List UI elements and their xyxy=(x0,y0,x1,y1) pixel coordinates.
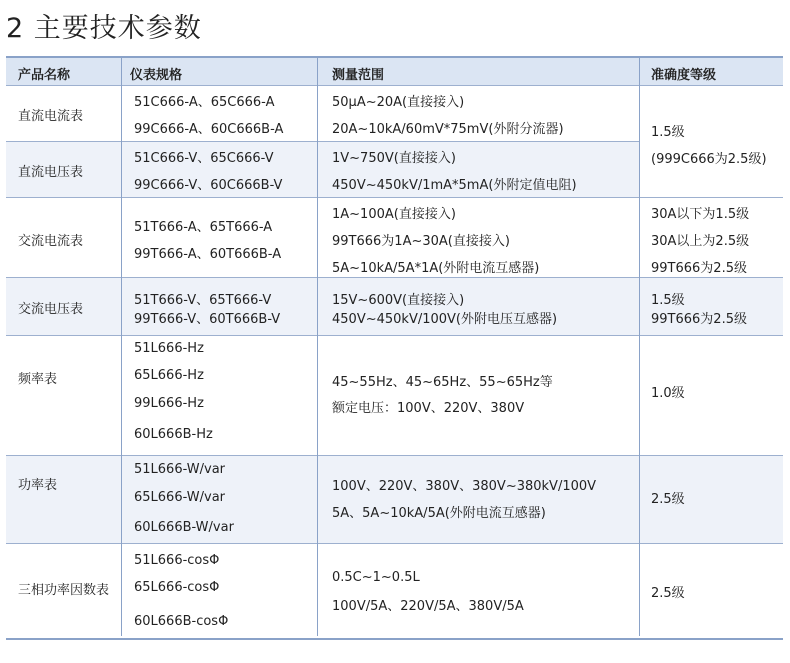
row-divider xyxy=(6,197,783,198)
range-cell: 0.5C~1~0.5L xyxy=(332,570,420,585)
grade-cell: 99T666为2.5级 xyxy=(651,261,747,276)
row-name: 直流电压表 xyxy=(18,165,84,180)
row-name: 交流电流表 xyxy=(18,234,84,249)
range-cell: 5A~10kA/5A*1A(外附电流互感器) xyxy=(332,261,540,276)
grade-cell: 2.5级 xyxy=(651,586,685,601)
grade-cell: 30A以下为1.5级 xyxy=(651,207,750,222)
grade-cell: 1.0级 xyxy=(651,386,685,401)
range-cell: 额定电压：100V、220V、380V xyxy=(332,401,525,416)
grade-cell: 1.5级 xyxy=(651,293,685,308)
spec-cell: 60L666B-Hz xyxy=(134,427,213,442)
row-name: 三相功率因数表 xyxy=(18,583,110,598)
row-divider xyxy=(6,85,783,86)
range-cell: 100V/5A、220V/5A、380V/5A xyxy=(332,599,524,614)
row-divider xyxy=(6,543,783,544)
spec-cell: 60L666B-W/var xyxy=(134,520,234,535)
section-heading: 2 主要技术参数 xyxy=(6,13,202,44)
spec-cell: 65L666-W/var xyxy=(134,490,225,505)
spec-cell: 60L666B-cosΦ xyxy=(134,614,229,629)
column-divider xyxy=(317,58,318,636)
spec-cell: 65L666-cosΦ xyxy=(134,580,220,595)
row-name: 交流电压表 xyxy=(18,302,84,317)
spec-cell: 51T666-V、65T666-V xyxy=(134,293,272,308)
spec-cell: 65L666-Hz xyxy=(134,368,204,383)
row-divider xyxy=(6,335,783,336)
grade-cell: 30A以上为2.5级 xyxy=(651,234,750,249)
spec-cell: 99C666-V、60C666B-V xyxy=(134,178,283,193)
range-cell: 15V~600V(直接接入) xyxy=(332,293,465,308)
header-spec: 仪表规格 xyxy=(130,68,183,83)
range-cell: 50μA~20A(直接接入) xyxy=(332,95,465,110)
spec-table xyxy=(6,56,783,640)
header-range: 测量范围 xyxy=(332,68,385,83)
spec-cell: 51L666-W/var xyxy=(134,462,225,477)
spec-cell: 51C666-V、65C666-V xyxy=(134,151,274,166)
table-header xyxy=(6,58,783,85)
range-cell: 20A~10kA/60mV*75mV(外附分流器) xyxy=(332,122,564,137)
range-cell: 450V~450kV/100V(外附电压互感器) xyxy=(332,312,558,327)
spec-cell: 51L666-Hz xyxy=(134,341,204,356)
range-cell: 1A~100A(直接接入) xyxy=(332,207,456,222)
range-cell: 5A、5A~10kA/5A(外附电流互感器) xyxy=(332,506,546,521)
spec-cell: 99C666-A、60C666B-A xyxy=(134,122,284,137)
spec-cell: 99T666-V、60T666B-V xyxy=(134,312,281,327)
row-name: 功率表 xyxy=(18,478,58,493)
spec-cell: 51T666-A、65T666-A xyxy=(134,220,273,235)
spec-cell: 51C666-A、65C666-A xyxy=(134,95,275,110)
row-divider xyxy=(6,455,783,456)
spec-cell: 99T666-A、60T666B-A xyxy=(134,247,282,262)
range-cell: 45~55Hz、45~65Hz、55~65Hz等 xyxy=(332,375,553,390)
row-divider xyxy=(6,277,783,278)
grade-cell: 1.5级 xyxy=(651,125,685,140)
column-divider xyxy=(121,58,122,636)
range-cell: 1V~750V(直接接入) xyxy=(332,151,456,166)
range-cell: 100V、220V、380V、380V~380kV/100V xyxy=(332,479,597,494)
grade-cell: 99T666为2.5级 xyxy=(651,312,747,327)
grade-cell: (999C666为2.5级) xyxy=(651,152,767,167)
grade-cell: 2.5级 xyxy=(651,492,685,507)
header-product-name: 产品名称 xyxy=(18,68,71,83)
header-grade: 准确度等级 xyxy=(651,68,717,83)
range-cell: 450V~450kV/1mA*5mA(外附定值电阻) xyxy=(332,178,577,193)
column-divider xyxy=(639,58,640,636)
row-name: 频率表 xyxy=(18,372,58,387)
range-cell: 99T666为1A~30A(直接接入) xyxy=(332,234,510,249)
spec-cell: 51L666-cosΦ xyxy=(134,553,220,568)
spec-cell: 99L666-Hz xyxy=(134,396,204,411)
row-divider xyxy=(6,141,639,142)
row-name: 直流电流表 xyxy=(18,109,84,124)
